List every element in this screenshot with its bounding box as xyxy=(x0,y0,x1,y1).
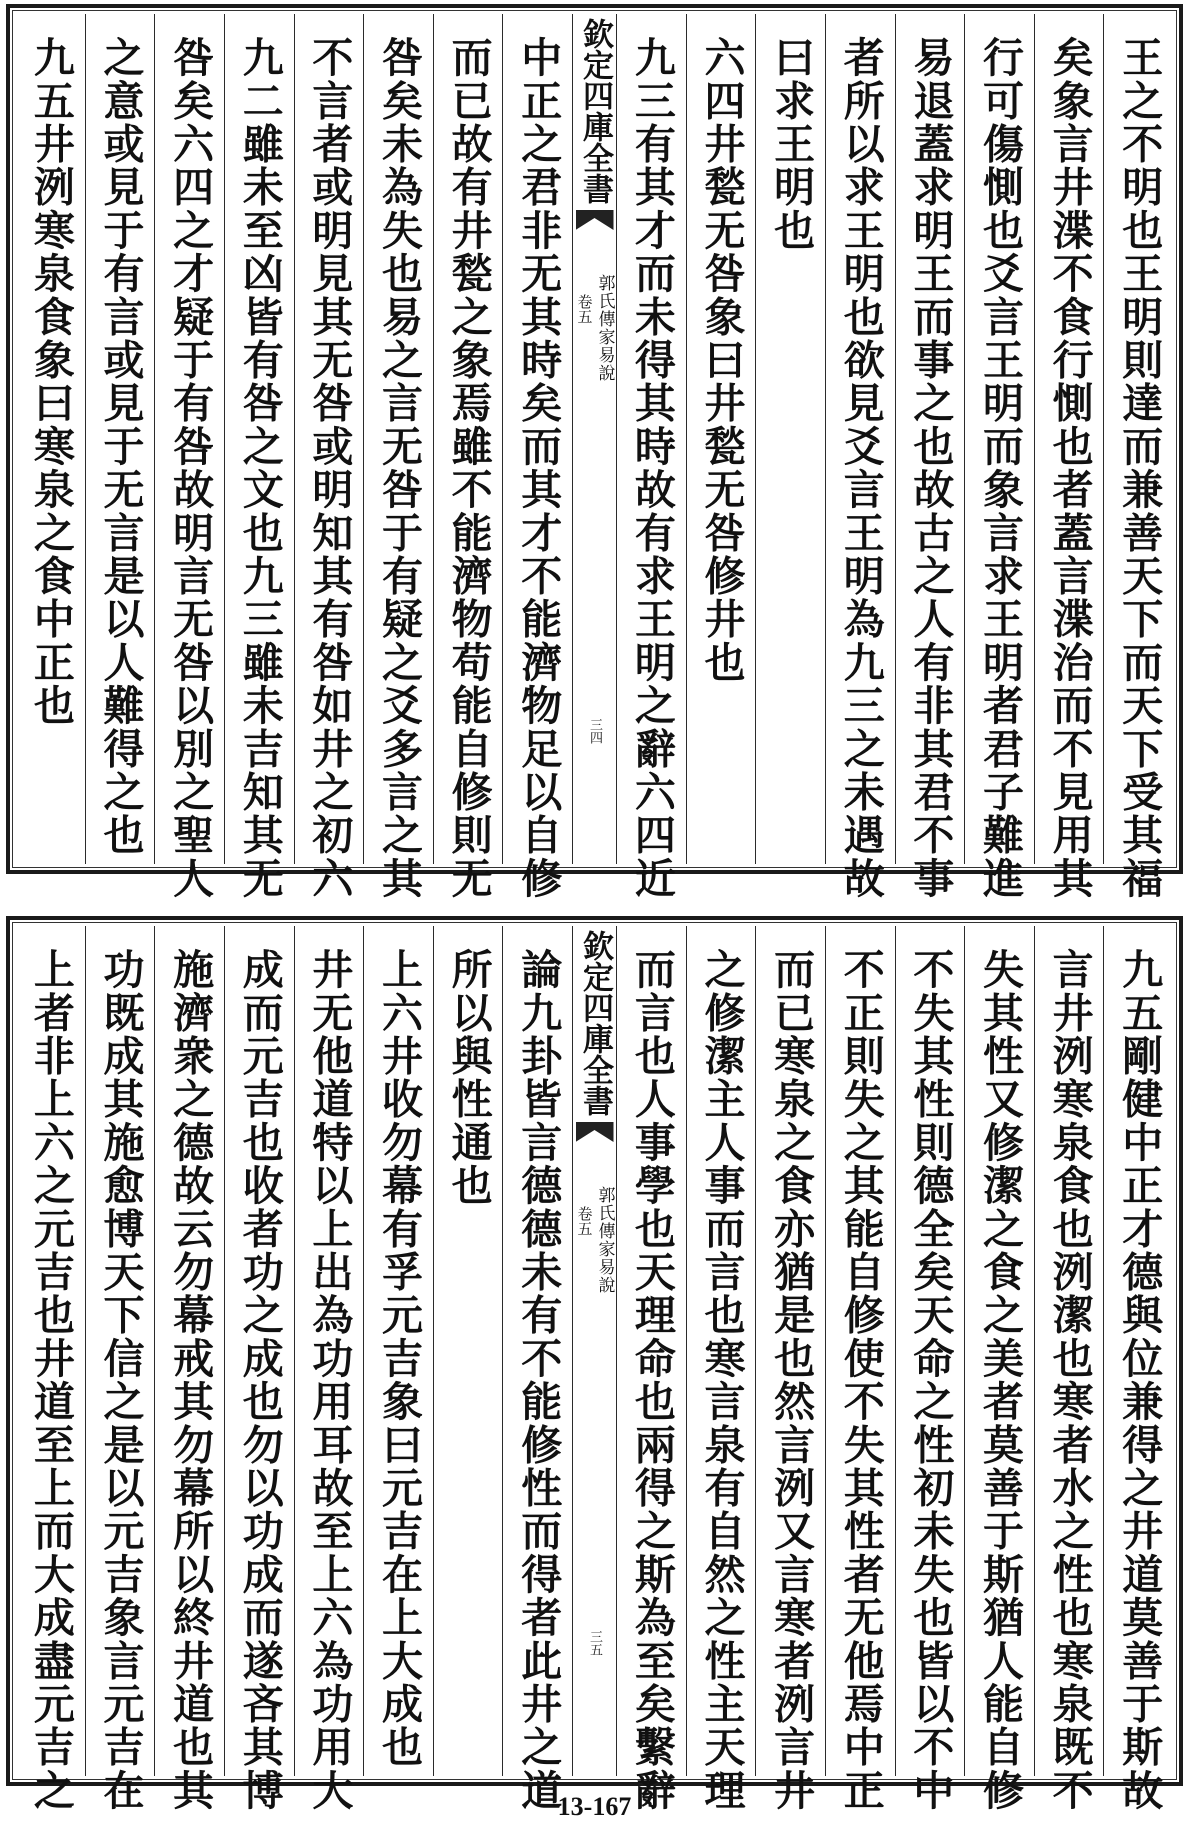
text-column xyxy=(85,926,155,1812)
text-column xyxy=(755,926,825,1812)
text-column xyxy=(224,14,294,900)
column-text: 九五井洌寒泉食象曰寒泉之食中正也 xyxy=(26,36,75,728)
column-text: 不正則失之其能自修使不失其性者无他焉中正 xyxy=(836,948,885,1812)
text-column xyxy=(1034,926,1104,1812)
fold-meta xyxy=(577,1186,613,1294)
column-text: 施濟衆之德故云勿幕戒其勿幕所以終井道也其 xyxy=(166,948,215,1812)
column-text: 不失其性則德全矣天命之性初未失也皆以不中 xyxy=(906,948,955,1812)
text-column xyxy=(16,926,85,1812)
text-column xyxy=(825,926,895,1812)
top-page-columns xyxy=(16,14,1173,900)
column-text: 咎矣六四之才疑于有咎故明言无咎以別之聖人 xyxy=(166,36,215,900)
text-column xyxy=(825,14,895,900)
text-column xyxy=(895,926,965,1812)
text-column xyxy=(294,926,364,1812)
text-column xyxy=(224,926,294,1812)
column-text: 行可傷惻也爻言王明而象言求王明者君子難進 xyxy=(975,36,1024,900)
text-column xyxy=(154,14,224,900)
text-column xyxy=(154,926,224,1812)
text-column xyxy=(895,14,965,900)
column-text: 咎矣未為失也易之言无咎于有疑之爻多言之其 xyxy=(374,36,423,900)
column-text: 矣象言井渫不食行惻也者蓋言渫治而不見用其 xyxy=(1045,36,1094,900)
column-text: 而已故有井甃之象焉雖不能濟物苟能自修則无 xyxy=(444,36,493,900)
collection-header: 欽定四庫全書 xyxy=(577,18,613,204)
text-column xyxy=(433,14,503,900)
text-column xyxy=(1034,14,1104,900)
center-fold xyxy=(572,926,616,1776)
column-text: 九二雖未至凶皆有咎之文也九三雖未吉知其无 xyxy=(235,36,284,900)
text-column xyxy=(502,14,572,900)
column-text: 上者非上六之元吉也井道至上而大成盡元吉之 xyxy=(26,948,75,1812)
column-text: 之修潔主人事而言也寒言泉有自然之性主天理 xyxy=(697,948,746,1812)
column-text: 上六井收勿幕有孚元吉象曰元吉在上大成也 xyxy=(374,948,423,1769)
column-text: 之意或見于有言或見于无言是以人難得之也 xyxy=(96,36,145,857)
column-text: 不言者或明見其无咎或明知其有咎如井之初六 xyxy=(305,36,354,900)
text-column xyxy=(686,14,756,864)
volume-label: 卷五 xyxy=(575,1206,594,1236)
text-column xyxy=(616,926,686,1812)
text-column xyxy=(502,926,572,1812)
book-title: 郭氏傳家易說 xyxy=(594,1186,615,1294)
column-text: 井无他道特以上出為功用耳故至上六為功用大 xyxy=(305,948,354,1812)
column-text: 所以與性通也 xyxy=(444,948,493,1208)
column-text: 九五剛健中正才德與位兼得之井道莫善于斯故 xyxy=(1115,948,1164,1812)
text-column xyxy=(1103,14,1173,900)
text-column xyxy=(1103,926,1173,1812)
column-text: 成而元吉也收者功之成也勿以功成而遂吝其博 xyxy=(235,948,284,1812)
page-footer-number: 13-167 xyxy=(557,1792,632,1821)
text-column xyxy=(964,14,1034,900)
column-text: 功既成其施愈博天下信之是以元吉象言元吉在 xyxy=(96,948,145,1812)
text-column xyxy=(85,14,155,864)
fishtail-mark xyxy=(576,1122,614,1142)
center-fold xyxy=(572,14,616,864)
top-page xyxy=(6,4,1183,900)
text-column xyxy=(686,926,756,1812)
text-column xyxy=(616,14,686,900)
column-text: 王之不明也王明則達而兼善天下而天下受其福 xyxy=(1115,36,1164,900)
volume-label: 卷五 xyxy=(575,294,594,324)
collection-header: 欽定四庫全書 xyxy=(577,930,613,1116)
column-text: 易退蓋求明王而事之也故古之人有非其君不事 xyxy=(906,36,955,900)
leaf-number: 三五 xyxy=(587,1630,602,1656)
leaf-number: 三四 xyxy=(587,718,602,744)
column-text: 而已寒泉之食亦猶是也然言洌又言寒者洌言井 xyxy=(767,948,816,1812)
column-text: 曰求王明也 xyxy=(767,36,816,252)
text-column xyxy=(755,14,825,864)
column-text: 言井洌寒泉食也洌潔也寒者水之性也寒泉既不 xyxy=(1045,948,1094,1812)
column-text: 六四井甃无咎象曰井甃无咎修井也 xyxy=(697,36,746,684)
text-column xyxy=(363,926,433,1776)
text-column xyxy=(16,14,85,864)
text-column xyxy=(964,926,1034,1812)
column-text: 中正之君非无其時矣而其才不能濟物足以自修 xyxy=(514,36,563,900)
text-column xyxy=(363,14,433,900)
column-text: 者所以求王明也欲見爻言王明為九三之未遇故 xyxy=(836,36,885,900)
fishtail-mark xyxy=(576,210,614,230)
column-text: 九三有其才而未得其時故有求王明之辭六四近 xyxy=(627,36,676,900)
column-text: 失其性又修潔之食之美者莫善于斯猶人能自修 xyxy=(975,948,1024,1812)
book-title: 郭氏傳家易說 xyxy=(594,274,615,382)
fold-meta xyxy=(577,274,613,382)
text-column xyxy=(294,14,364,900)
column-text: 論九卦皆言德德未有不能修性而得者此井之道 xyxy=(514,948,563,1812)
column-text: 而言也人事學也天理命也兩得之斯為至矣繫辭 xyxy=(627,948,676,1812)
text-column xyxy=(433,926,503,1776)
